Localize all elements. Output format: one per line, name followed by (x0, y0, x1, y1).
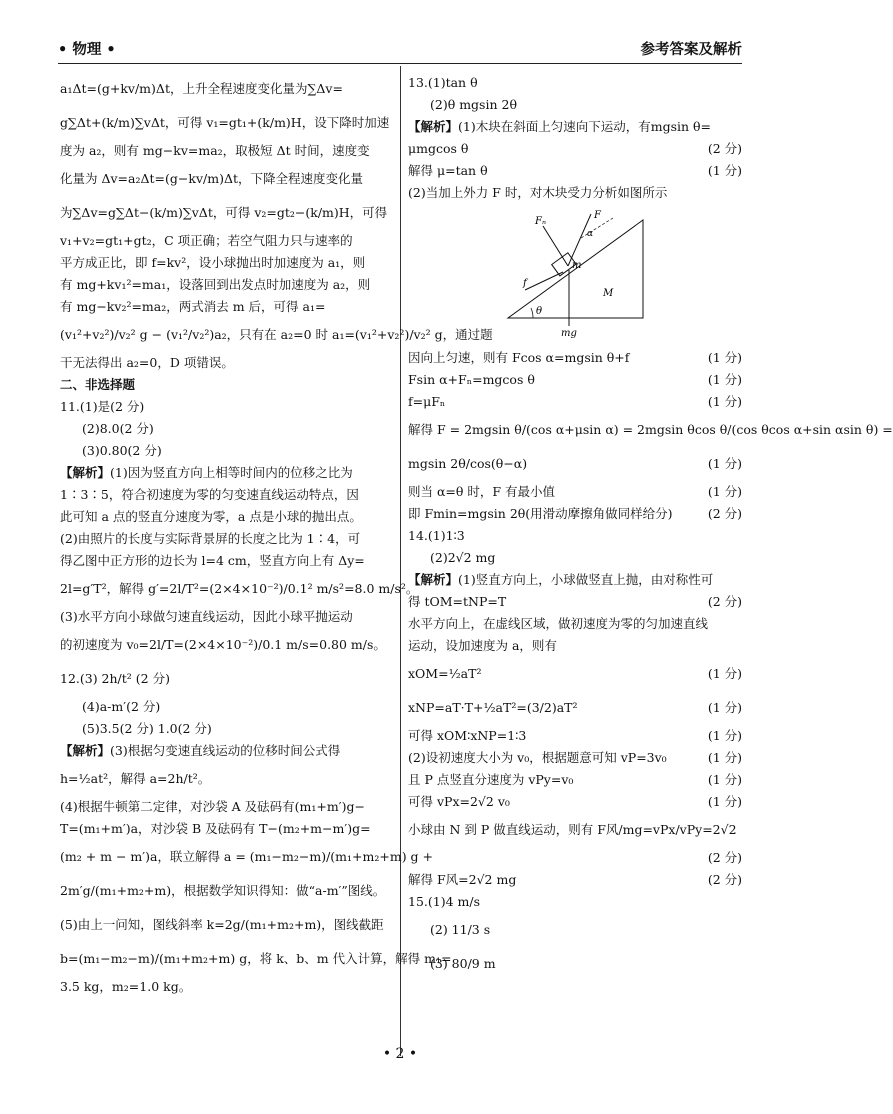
score-label: (1 分) (707, 794, 742, 809)
friction-arrow (525, 272, 563, 290)
text-line: b=(m₁−m₂−m)/(m₁+m₂+m) g，将 k、b、m 代入计算，解得 m₁= (60, 951, 452, 966)
score-label: (1 分) (707, 728, 742, 743)
line-text: mgsin 2θ/cos(θ−α) (408, 456, 528, 471)
text-line: v₁+v₂=gt₁+gt₂，C 项正确；若空气阻力只与速率的 (60, 233, 353, 248)
text-line: 干无法得出 a₂=0，D 项错误。 (60, 355, 234, 370)
text-line: 解得 F = 2mgsin θ/(cos α+μsin α) = 2mgsin θcos θ/(cos θcos α+sin αsin θ) = (408, 422, 893, 437)
line-text: 且 P 点竖直分速度为 vPy=v₀ (408, 772, 574, 787)
text-line (408, 747, 742, 769)
text-line (408, 691, 742, 725)
line-text: 可得 vPx=2√2 v₀ (408, 794, 510, 809)
text-line: 为∑Δv=g∑Δt−(k/m)∑vΔt，可得 v₂=gt₂−(k/m)H，可得 (60, 205, 388, 220)
label-alpha: α (587, 229, 594, 239)
label-F: F (594, 210, 601, 221)
text-line: 运动，设加速度为 a，则有 (408, 638, 557, 653)
score-label: (1 分) (707, 350, 742, 365)
text-line (408, 391, 742, 413)
text-line: 得乙图中正方形的边长为 l=4 cm，竖直方向上有 Δy= (60, 553, 365, 568)
text-line: (m₂ + m − m′)a，联立解得 a = (m₁−m₂−m)/(m₁+m₂+m) g + (60, 849, 433, 864)
text-line: 【解析】(1)木块在斜面上匀速向下运动，有mgsin θ= (408, 119, 712, 134)
text-line: (2)当加上外力 F 时，对木块受力分析如图所示 (408, 185, 668, 200)
text-line: a₁Δt=(g+kv/m)Δt，上升全程速度变化量为∑Δv= (60, 81, 343, 96)
text-line: (2)2√2 mg (430, 550, 496, 565)
page-header (58, 38, 742, 64)
text-line: 化量为 Δv=a₂Δt=(g−kv/m)Δt，下降全程速度变化量 (60, 171, 364, 186)
score-label: (1 分) (707, 666, 742, 681)
line-text: 因向上匀速，则有 Fcos α=mgsin θ+f (408, 350, 630, 365)
line-text: 即 Fmin=mgsin 2θ(用滑动摩擦角做同样给分) (408, 506, 673, 521)
text-line: (5)由上一问知，图线斜率 k=2g/(m₁+m₂+m)，图线截距 (60, 917, 384, 932)
line-text: 则当 α=θ 时，F 有最小值 (408, 484, 556, 499)
text-line: 14.(1)1∶3 (408, 528, 465, 543)
text-line: 12.(3) 2h/t² (2 分) (60, 671, 170, 686)
force-F-arrow (568, 214, 594, 266)
label-m: m (572, 260, 582, 271)
text-line (408, 481, 742, 503)
score-label: (2 分) (707, 872, 742, 887)
line-text: 可得 xOM∶xNP=1∶3 (408, 728, 527, 743)
line-text: (2)设初速度大小为 v₀，根据题意可知 vP=3v₀ (408, 750, 667, 765)
label-M: M (603, 288, 614, 299)
score-label: (2 分) (707, 850, 742, 865)
text-line: 二、非选择题 (60, 377, 136, 392)
text-line (408, 791, 742, 813)
text-line: 【解析】(1)竖直方向上，小球做竖直上抛，由对称性可 (408, 572, 714, 587)
text-line: 13.(1)tan θ (408, 75, 478, 90)
text-line: 有 mg+kv₁²=ma₁，设落回到出发点时加速度为 a₂，则 (60, 277, 371, 292)
score-label: (1 分) (707, 700, 742, 715)
line-text: xNP=aT·T+½aT²=(3/2)aT² (408, 700, 578, 715)
text-line (408, 160, 742, 182)
text-line: 【解析】(1)因为竖直方向上相等时间内的位移之比为 (60, 465, 353, 480)
score-label: (2 分) (707, 141, 742, 156)
text-line (408, 503, 742, 525)
score-label: (1 分) (707, 372, 742, 387)
text-line: 11.(1)是(2 分) (60, 399, 145, 414)
text-line: 的初速度为 v₀=2l/T=(2×4×10⁻²)/0.1 m/s=0.80 m/s。 (60, 637, 386, 652)
text-line: (4)根据牛顿第二定律，对沙袋 A 及砝码有(m₁+m′)g− (60, 799, 365, 814)
label-f: f (523, 278, 527, 289)
text-line: 3.5 kg，m₂=1.0 kg。 (60, 979, 192, 994)
text-line (408, 369, 742, 391)
text-line: 【解析】(3)根据匀变速直线运动的位移时间公式得 (60, 743, 341, 758)
page-number: • 2 • (382, 1046, 418, 1062)
text-line: 2l=g′T²，解得 g′=2l/T²=(2×4×10⁻²)/0.1² m/s²=8.0 m/s²。 (60, 581, 419, 596)
text-line: (2)由照片的长度与实际背景屏的长度之比为 1∶4，可 (60, 531, 361, 546)
text-line: 度为 a₂，则有 mg−kv=ma₂，取极短 Δt 时间，速度变 (60, 143, 370, 158)
line-text: μmgcos θ (408, 141, 469, 156)
text-line: 水平方向上，在虚线区域，做初速度为零的匀加速直线 (408, 616, 709, 631)
text-line: (2) 11/3 s (430, 922, 491, 937)
text-line (408, 657, 742, 691)
text-line: (4)a-m′(2 分) (82, 699, 161, 714)
score-label: (1 分) (707, 456, 742, 471)
text-line (408, 347, 742, 369)
score-label: (2 分) (707, 594, 742, 609)
text-line: (5)3.5(2 分) 1.0(2 分) (82, 721, 212, 736)
text-line (408, 447, 742, 481)
score-label: (1 分) (707, 394, 742, 409)
score-label: (1 分) (707, 750, 742, 765)
score-label: (1 分) (707, 772, 742, 787)
column-divider (400, 66, 401, 1056)
text-line: (3) 80/9 m (430, 956, 496, 971)
line-text: 解得 F风=2√2 mg (408, 872, 517, 887)
label-theta: θ (536, 306, 543, 317)
text-line (408, 138, 742, 160)
score-label: (2 分) (707, 506, 742, 521)
text-line (408, 869, 742, 891)
line-text: 解得 μ=tan θ (408, 163, 488, 178)
text-line: (2)8.0(2 分) (82, 421, 154, 436)
line-text: xOM=½aT² (408, 666, 482, 681)
label-FN: Fₙ (535, 216, 546, 227)
text-line: 2m′g/(m₁+m₂+m)，根据数学知识得知：做“a-m′”图线。 (60, 883, 386, 898)
normal-force-arrow (543, 226, 568, 266)
subject-label: • 物理 • (58, 41, 116, 58)
text-line (408, 725, 742, 747)
text-line: g∑Δt+(k/m)∑vΔt，可得 v₁=gt₁+(k/m)H，设下降时加速 (60, 115, 390, 130)
score-label: (1 分) (707, 163, 742, 178)
text-line (408, 847, 742, 869)
text-line (408, 769, 742, 791)
text-line: (2)θ mgsin 2θ (430, 97, 517, 112)
text-line: (v₁²+v₂²)/v₂² g − (v₁²/v₂²)a₂，只有在 a₂=0 时 a₁=(v₁²+v₂²)/v₂² g，通过题 (60, 327, 493, 342)
text-line: h=½at²，解得 a=2h/t²。 (60, 771, 211, 786)
text-line: T=(m₁+m′)a，对沙袋 B 及砝码有 T−(m₂+m−m′)g= (60, 821, 371, 836)
line-text: 得 tOM=tNP=T (408, 594, 507, 609)
header-title: 参考答案及解析 (640, 41, 742, 58)
text-line: 此可知 a 点的竖直分速度为零，a 点是小球的抛出点。 (60, 509, 362, 524)
text-line: 小球由 N 到 P 做直线运动，则有 F风/mg=vPx/vPy=2√2 (408, 822, 737, 837)
text-line: (3)水平方向小球做匀速直线运动，因此小球平抛运动 (60, 609, 353, 624)
label-mg: mg (561, 328, 577, 339)
line-text: Fsin α+Fₙ=mgcos θ (408, 372, 535, 387)
text-line: 平方成正比，即 f=kv²，设小球抛出时加速度为 a₁，则 (60, 255, 366, 270)
line-text: f=μFₙ (408, 394, 446, 409)
force-diagram (503, 208, 653, 338)
right-column (408, 72, 893, 981)
text-line (408, 591, 742, 613)
text-line: 有 mg−kv₂²=ma₂，两式消去 m 后，可得 a₁= (60, 299, 326, 314)
text-line: 15.(1)4 m/s (408, 894, 480, 909)
score-label: (1 分) (707, 484, 742, 499)
text-line: (3)0.80(2 分) (82, 443, 162, 458)
text-line: 1∶3∶5，符合初速度为零的匀变速直线运动特点，因 (60, 487, 359, 502)
